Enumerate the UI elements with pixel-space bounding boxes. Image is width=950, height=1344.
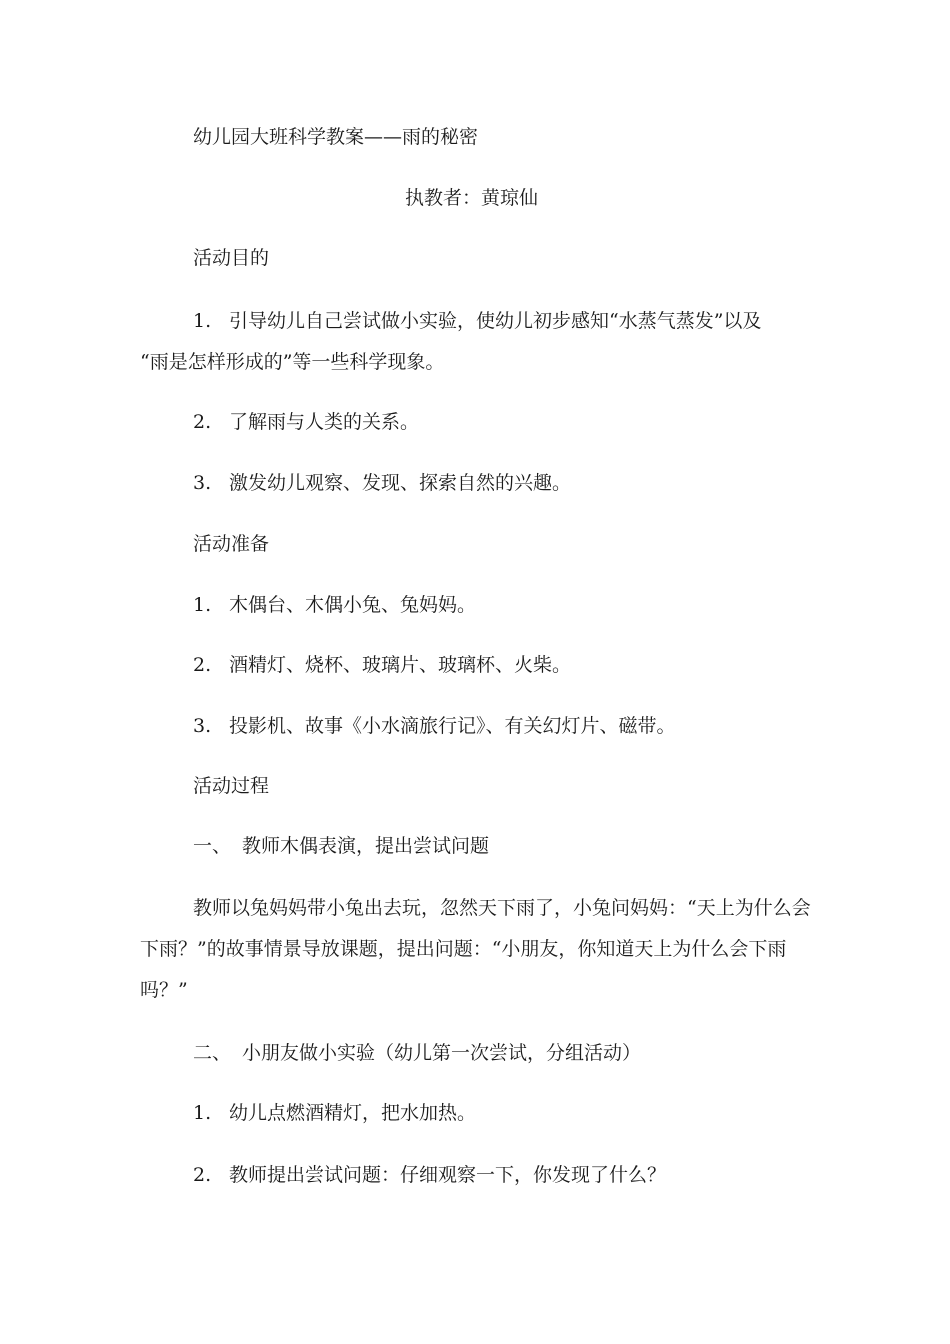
document-title: 幼儿园大班科学教案——雨的秘密 — [193, 126, 479, 148]
step-title: 小朋友做小实验（幼儿第一次尝试，分组活动） — [242, 1042, 642, 1064]
prep-item-1 — [193, 593, 476, 617]
list-text: 了解雨与人类的关系。 — [229, 411, 420, 433]
process-step-1-paragraph-line-3: 吗？” — [140, 979, 188, 1001]
goal-item-3 — [193, 471, 571, 495]
list-number: 1. — [193, 594, 212, 616]
list-text: 激发幼儿观察、发现、探索自然的兴趣。 — [229, 472, 572, 494]
list-text: 投影机、故事《小水滴旅行记》、有关幻灯片、磁带。 — [229, 715, 676, 737]
list-number: 1. — [193, 1102, 212, 1124]
list-number: 2. — [193, 1164, 212, 1186]
process-step-1-heading — [193, 834, 489, 858]
step-number: 一、 — [193, 835, 232, 857]
section-heading-prep: 活动准备 — [193, 533, 270, 555]
list-number: 2. — [193, 411, 212, 433]
goal-item-1-continuation: “雨是怎样形成的”等一些科学现象。 — [140, 351, 445, 373]
list-text: 酒精灯、烧杯、玻璃片、玻璃杯、火柴。 — [229, 654, 572, 676]
section-heading-goals: 活动目的 — [193, 247, 270, 269]
section-heading-process: 活动过程 — [193, 775, 270, 797]
goal-item-1 — [193, 309, 761, 333]
list-number: 2. — [193, 654, 212, 676]
prep-item-3 — [193, 714, 676, 738]
process-step-1-paragraph-line-2: 下雨？”的故事情景导放课题，提出问题：“小朋友，你知道天上为什么会下雨 — [140, 938, 787, 960]
list-number: 3. — [193, 715, 212, 737]
process-step-2-heading — [193, 1041, 641, 1065]
list-text: 幼儿点燃酒精灯，把水加热。 — [229, 1102, 477, 1124]
process-step-1-paragraph-line-1: 教师以兔妈妈带小兔出去玩，忽然天下雨了，小兔问妈妈：“天上为什么会 — [193, 897, 811, 919]
prep-item-2 — [193, 653, 571, 677]
process-step-2-item-2 — [193, 1163, 666, 1187]
list-text: 引导幼儿自己尝试做小实验，使幼儿初步感知“水蒸气蒸发”以及 — [229, 310, 762, 332]
process-step-2-item-1 — [193, 1101, 476, 1125]
step-title: 教师木偶表演，提出尝试问题 — [242, 835, 490, 857]
list-number: 1. — [193, 310, 212, 332]
step-number: 二、 — [193, 1042, 232, 1064]
list-number: 3. — [193, 472, 212, 494]
author-line: 执教者：黄琼仙 — [405, 187, 539, 209]
goal-item-2 — [193, 410, 419, 434]
list-text: 教师提出尝试问题：仔细观察一下，你发现了什么？ — [229, 1164, 667, 1186]
list-text: 木偶台、木偶小兔、兔妈妈。 — [229, 594, 477, 616]
